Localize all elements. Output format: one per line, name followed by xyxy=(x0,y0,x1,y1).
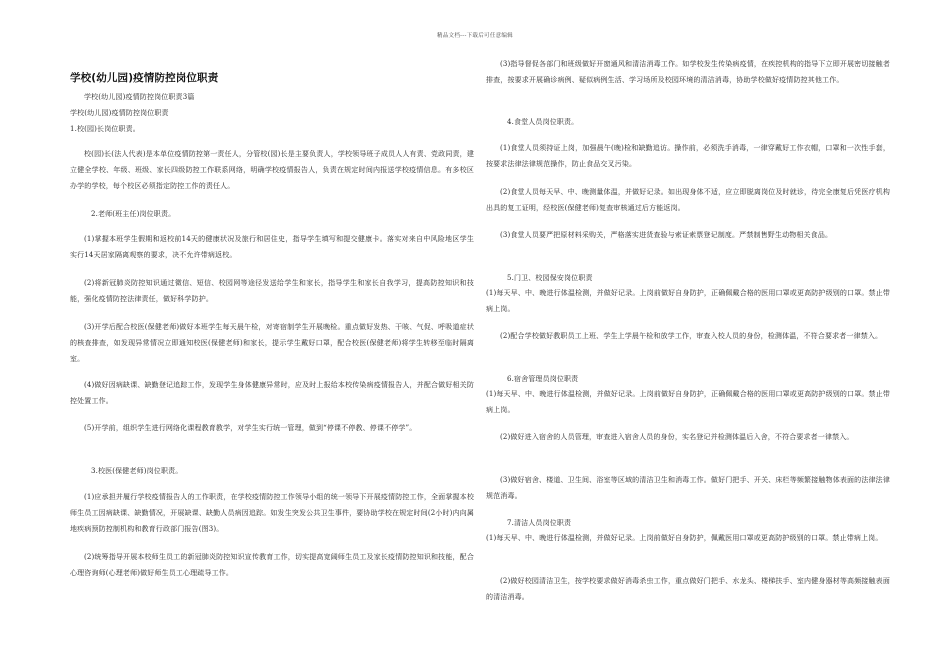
section-3-paragraph-1: (1)应承担并履行学校疫情报告人的工作职责，在学校疫情防控工作领导小组的统一领导下开展疫情防控工作，全面掌握本校师生员工因病缺课、缺勤情况，开展缺课、缺勤人员病因追踪。如发生突发公共卫生事件，要协助学校在规定时间(2小时)内向属地疾病预防控制机构和教育行政部门报告(图3)。 xyxy=(70,493,474,533)
section-heading-4: 4.食堂人员岗位职责。 xyxy=(507,118,579,126)
section-heading-1: 1.校(园)长岗位职责。 xyxy=(70,125,140,133)
section-heading-5: 5.门卫、校园保安岗位职责 xyxy=(507,274,593,282)
section-6-paragraph-2: (2)做好进入宿舍的人员管理，审查进入宿舍人员的身份，实名登记并检测体温后入舍，不符合要求者一律禁入。 xyxy=(500,433,854,441)
section-2-paragraph-1: (1)掌握本班学生假期和返校前14天的健康状况及旅行和居住史，指导学生填写和提交健康卡。落实对来自中风险地区学生实行14天居家隔离观察的要求，决不允许带病返校。 xyxy=(70,235,474,259)
section-4-paragraph-3: (3)食堂人员要严把原材料采购关，严格落实进货查验与索证索票登记制度。严禁制售野生动物相关食品。 xyxy=(500,231,833,239)
section-heading-7: 7.清洁人员岗位职责 xyxy=(507,519,572,527)
section-heading-3: 3.校医(保健老师)岗位职责。 xyxy=(91,467,183,475)
section-6-paragraph-1: (1)每天早、中、晚进行体温检测，并做好记录。上岗前做好自身防护，正确佩戴合格的医用口罩或更高防护级别的口罩。禁止带病上岗。 xyxy=(486,390,890,414)
section-2-paragraph-3: (3)开学后配合校医(保健老师)做好本班学生每天晨午检，对寄宿制学生开展晚检。重点做好发热、干咳、气促、呼吸道症状的核查排查，如发现异常情况立即通知校医(保健老师)和家长，提示学生戴好口罩，配合校医(保健老师)将学生转移至临时隔离室。 xyxy=(70,323,474,363)
header-note: 精品文档---下载后可任意编辑 xyxy=(436,33,514,39)
section-6-paragraph-3: (3)做好宿舍、楼道、卫生间、浴室等区域的清洁卫生和消毒工作。做好门把手、开关、床栏等频繁接触物体表面的法律法律规范消毒。 xyxy=(486,476,890,500)
section-2-paragraph-2: (2)将新冠肺炎防控知识通过微信、短信、校园网等途径发送给学生和家长，指导学生和家长自我学习，提高防控知识和技能，强化疫情防控法律责任，做好科学防护。 xyxy=(70,279,474,303)
section-5-paragraph-2: (2)配合学校做好教职员工上班、学生上学晨午检和放学工作，审查入校人员的身份，检测体温，不符合要求者一律禁入。 xyxy=(500,332,883,340)
section-3-paragraph-3: (3)指导督促各部门和班级做好开窗通风和清洁消毒工作。如学校发生传染病疫情，在疾控机构的指导下立即开展密切接触者排查，按要求开展确诊病例、疑似病例生活、学习场所及校园环境的清洁消毒，协助学校做好疫情防控其他工作。 xyxy=(486,60,890,84)
section-4-paragraph-2: (2)食堂人员每天早、中、晚测量体温，并做好记录。如出现身体不适，应立即脱离岗位及时就诊，待完全康复后凭医疗机构出具的复工证明，经校医(保健老师)复查审核通过后方能返岗。 xyxy=(486,188,890,212)
section-7-paragraph-1: (1)每天早、中、晚进行体温检测，并做好记录。上岗前做好自身防护，佩戴医用口罩或更高防护级别的口罩。禁止带病上岗。 xyxy=(486,534,883,542)
section-2-paragraph-5: (5)开学前，组织学生进行网络化课程教育教学，对学生实行统一管理，做到“停课不停教、停课不停学”。 xyxy=(84,424,417,432)
section-5-paragraph-1: (1)每天早、中、晚进行体温检测，并做好记录。上岗前做好自身防护，正确佩戴合格的医用口罩或更高防护级别的口罩。禁止带病上岗。 xyxy=(486,289,890,313)
section-1-paragraph-1: 校(园)长(法人代表)是本单位疫情防控第一责任人，分管校(园)长是主要负责人，学校领导班子成员人人有责、党政同责，建立健全学校、年级、班级、家长四级防控工作联系网络，明确学校疫情报告人，负责在规定时间内报送学校疫情信息。有多校区办学的学校，每个校区必须指定防控工作的责任人。 xyxy=(70,150,474,190)
doc-heading: 学校(幼儿园)疫情防控岗位职责 xyxy=(70,109,169,117)
document-title: 学校(幼儿园)疫情防控岗位职责 xyxy=(70,72,219,84)
section-2-paragraph-4: (4)做好因病缺课、缺勤登记追踪工作，发现学生身体健康异常时，应及时上报给本校传染病疫情报告人，并配合做好相关防控处置工作。 xyxy=(70,381,474,405)
section-7-paragraph-2: (2)做好校园清洁卫生，按学校要求做好消毒杀虫工作，重点做好门把手、水龙头、楼梯扶手、室内健身器材等高频接触表面的清洁消毒。 xyxy=(486,577,890,601)
document-subtitle: 学校(幼儿园)疫情防控岗位职责3篇 xyxy=(84,93,195,101)
section-4-paragraph-1: (1)食堂人员须持证上岗，加强晨午(晚)检和缺勤追访。操作前，必须洗手消毒，一律穿戴好工作衣帽，口罩和一次性手套，按要求法律法律规范操作，防止食品交叉污染。 xyxy=(486,144,890,168)
section-3-paragraph-2: (2)统筹指导开展本校师生员工的新冠肺炎防控知识宣传教育工作，切实提高宽阔师生员工及家长疫情防控知识和技能，配合心理咨询师(心理老师)做好师生员工心理疏导工作。 xyxy=(70,553,474,577)
section-heading-2: 2.老师(班主任)岗位职责。 xyxy=(91,210,176,218)
section-heading-6: 6.宿舍管理员岗位职责 xyxy=(507,375,579,383)
